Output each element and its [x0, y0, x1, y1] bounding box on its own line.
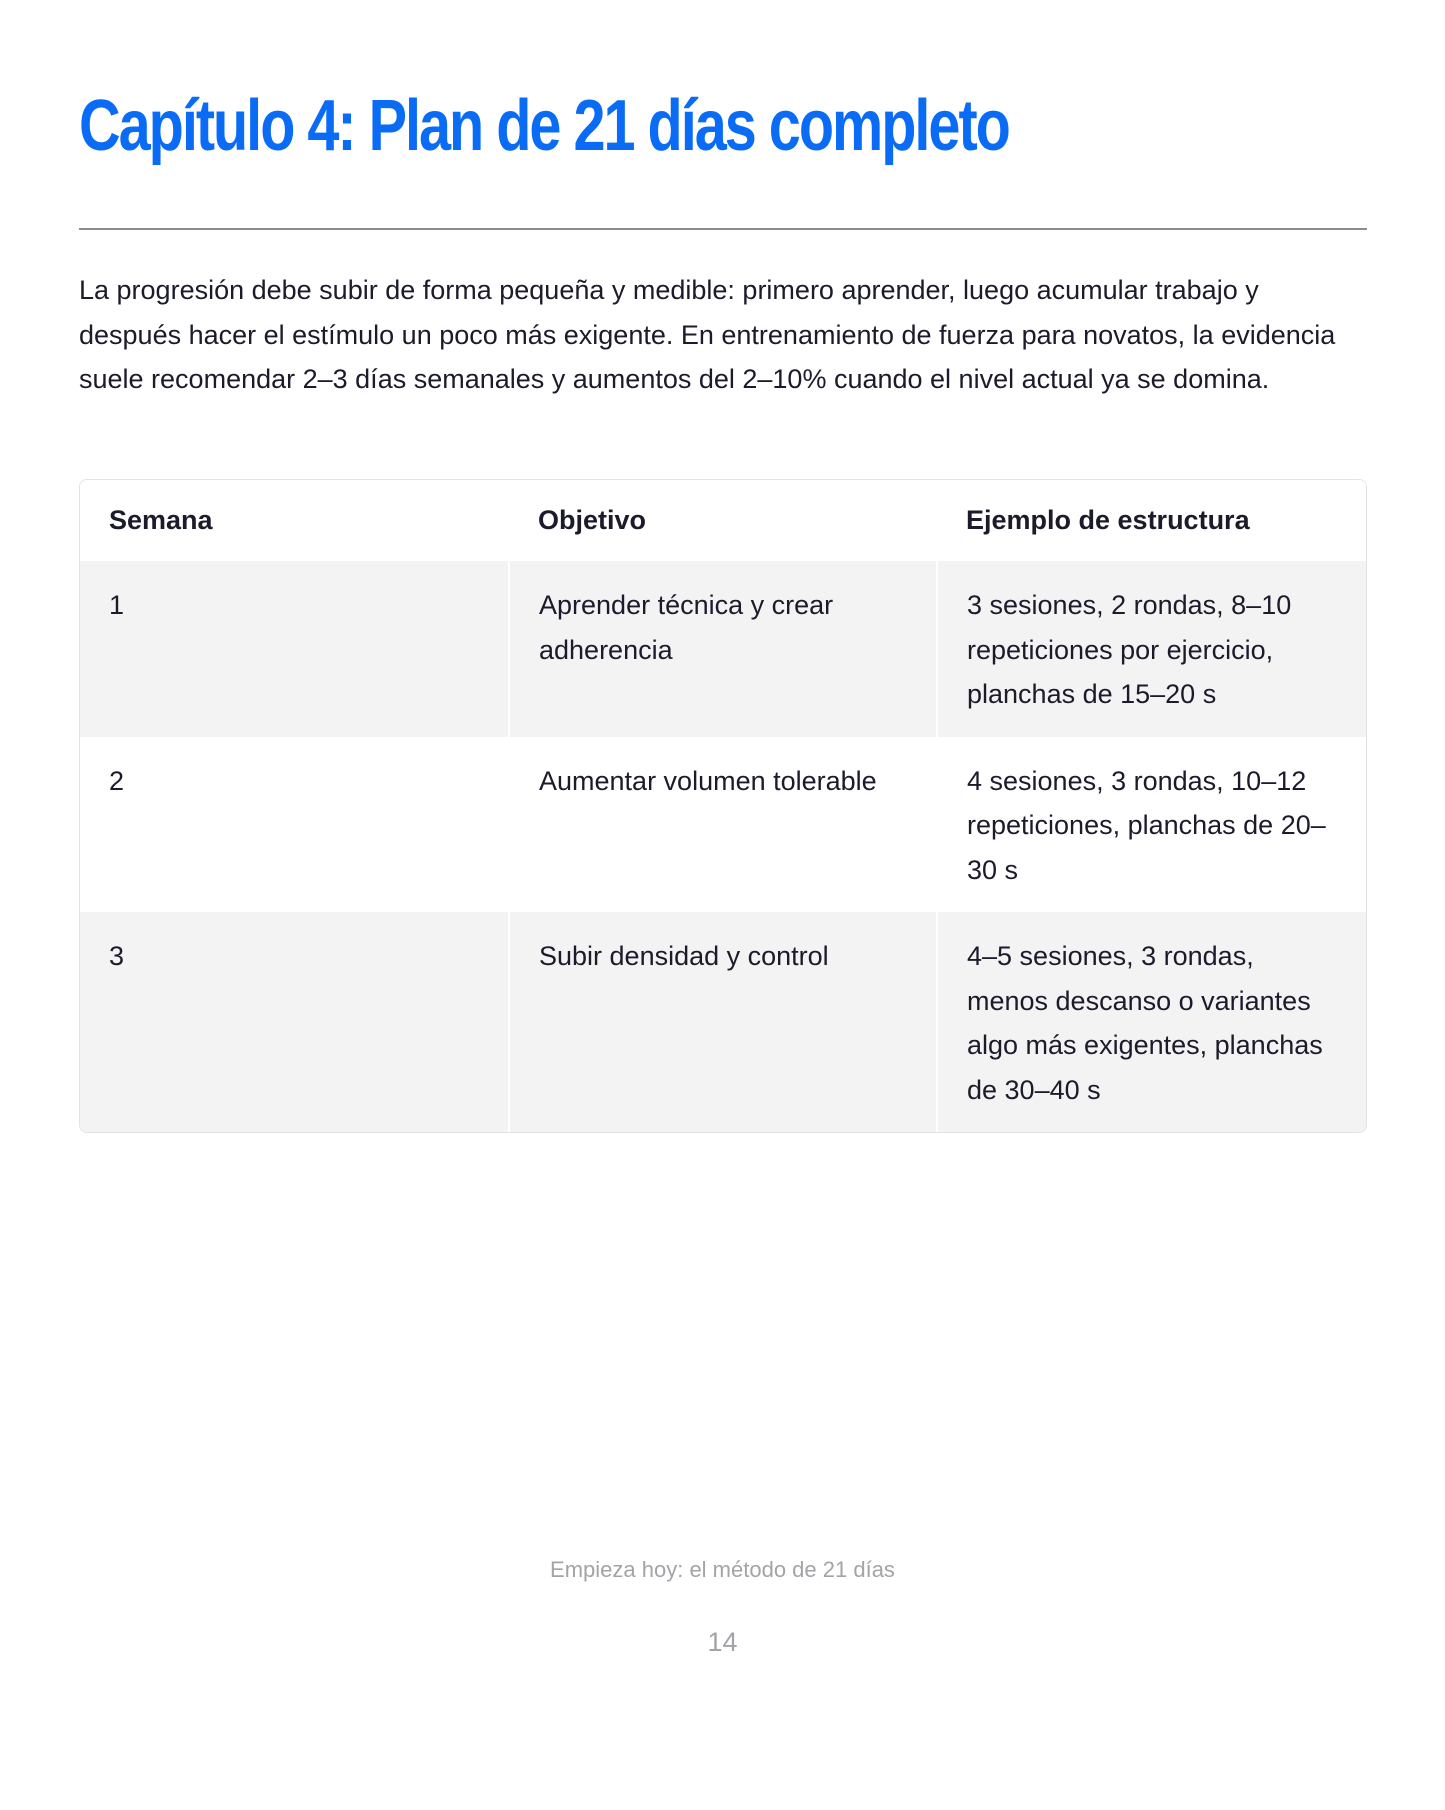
column-header-estructura: Ejemplo de estructura — [937, 480, 1366, 561]
plan-table-grid — [80, 480, 1366, 1132]
cell-semana: 1 — [80, 561, 509, 737]
intro-paragraph: La progresión debe subir de forma pequeña y medible: primero aprender, luego acumular trabajo y después hacer el estímulo un poco más exigente. En entrenamiento de fuerza para novatos, la evidencia suele recomendar 2–3 días semanales y aumentos del 2–10% cuando el nivel actual ya se domina. — [79, 275, 1336, 394]
cell-objetivo: Aumentar volumen tolerable — [509, 737, 937, 913]
column-header-objetivo: Objetivo — [509, 480, 937, 561]
table-row — [80, 737, 1366, 913]
table-row — [80, 912, 1366, 1132]
table-row — [80, 561, 1366, 737]
footer-book-title: Empieza hoy: el método de 21 días — [550, 1557, 895, 1582]
title-divider — [79, 228, 1367, 230]
chapter-title: Capítulo 4: Plan de 21 días completo — [79, 86, 1009, 166]
cell-semana: 3 — [80, 912, 509, 1132]
cell-estructura: 4–5 sesiones, 3 rondas, menos descanso o variantes algo más exigentes, planchas de 30–40 s — [937, 912, 1366, 1132]
cell-estructura: 4 sesiones, 3 rondas, 10–12 repeticiones, planchas de 20–30 s — [937, 737, 1366, 913]
page-number: 14 — [707, 1627, 738, 1657]
cell-estructura: 3 sesiones, 2 rondas, 8–10 repeticiones por ejercicio, planchas de 15–20 s — [937, 561, 1366, 737]
table-header-row — [80, 480, 1366, 561]
column-header-semana: Semana — [80, 480, 509, 561]
cell-objetivo: Subir densidad y control — [509, 912, 937, 1132]
cell-objetivo: Aprender técnica y crear adherencia — [509, 561, 937, 737]
plan-table — [79, 479, 1367, 1133]
cell-semana: 2 — [80, 737, 509, 913]
